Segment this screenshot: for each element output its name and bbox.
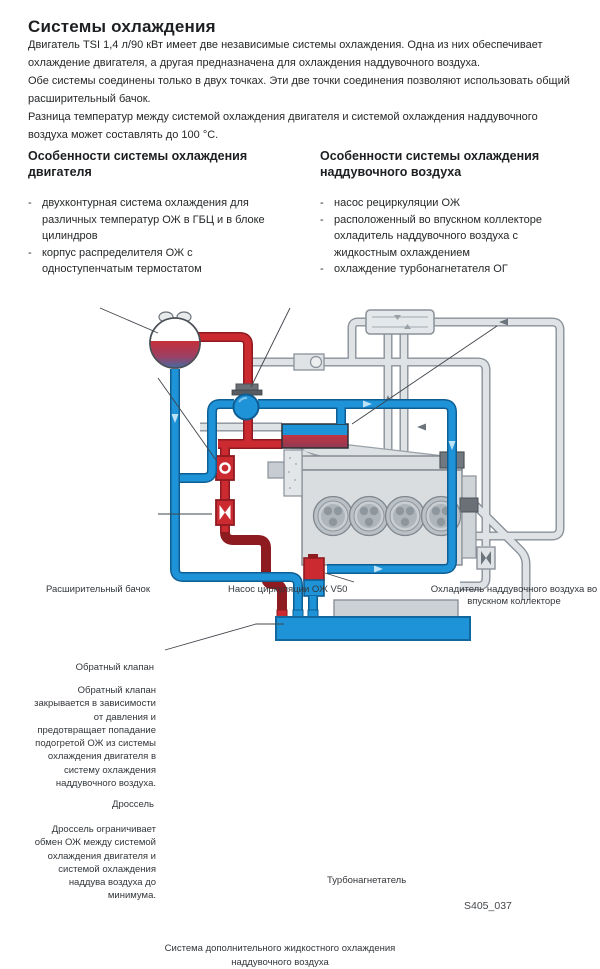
bullet-marker: - (320, 213, 324, 226)
bullet-marker: - (28, 197, 32, 209)
cooling-diagram-canvas (0, 290, 600, 680)
check-valve (216, 456, 234, 480)
turbocharger-label: Турбонагнетатель (327, 875, 407, 886)
throttle-note: Дроссель ограничивает обмен ОЖ между системой охлаждения двигателя и системой охлаждения наддува воздуха до минимума. (34, 824, 156, 902)
pump-label: Насос циркуляции ОЖ V50 (228, 584, 348, 595)
engine-cooling-features (28, 148, 284, 278)
bullet-text: двухконтурная система охлаждения для различных температур ОЖ в ГБЦ и в блоке цилиндров (42, 197, 265, 242)
bullet-marker: - (28, 246, 32, 259)
expansion-tank (149, 312, 201, 369)
section-heading-charge-air: Особенности системы охлаждения наддувочного воздуха (320, 149, 540, 179)
bullet-marker: - (320, 263, 324, 275)
list-item (28, 245, 284, 278)
expansion-tank-label: Расширительный бачок (46, 584, 150, 595)
bullet-marker: - (320, 197, 324, 209)
charge-air-cooling-features (320, 148, 584, 278)
check-valve-note: Обратный клапан закрывается в зависимости от давления и предотвращает попадание подогретой ОЖ из системы охлаждения двигателя в систему охлаждения наддувочного воздуха. (34, 685, 156, 790)
air-throttle-valve (477, 547, 495, 569)
list-item (320, 212, 584, 262)
feature-columns (28, 148, 584, 278)
section-heading-engine: Особенности системы охлаждения двигателя (28, 149, 248, 179)
air-line-component (294, 354, 324, 370)
bullet-text: насос рециркуляции ОЖ (334, 197, 460, 209)
check-valve-label: Обратный клапан (75, 662, 154, 673)
intro-paragraph: Двигатель TSI 1,4 л/90 кВт имеет две независимые системы охлаждения. Одна из них обеспечивает охлаждение двигателя, а другая предназначена для охлаждения наддувочного воздуха. (28, 39, 543, 69)
bullet-text: корпус распределителя ОЖ с одноступенчатым термостатом (42, 246, 202, 275)
bullet-text: расположенный во впускном коллекторе охладитель наддувочного воздуха с жидкостным охлаждением (334, 213, 543, 259)
figure-code: S405_037 (464, 900, 512, 912)
list-item (320, 195, 584, 212)
bullet-text: охлаждение турбонагнетателя ОГ (334, 263, 508, 275)
intro-paragraph: Обе системы соединены только в двух точках. Эти две точки соединения позволяют использовать общий расширительный бачок. (28, 75, 570, 105)
charge-air-cooler (282, 424, 348, 448)
cooling-systems-diagram (0, 290, 600, 968)
throttle-valve (216, 500, 234, 525)
intro-paragraph: Разница температур между системой охлаждения двигателя и системой охлаждения наддувочного воздуха может составлять до 100 °C. (28, 111, 538, 141)
throttle-label: Дроссель (112, 799, 154, 810)
charge-air-radiator (366, 310, 434, 334)
engine-block (268, 448, 478, 565)
page-title: Системы охлаждения (28, 17, 216, 37)
intro-text (28, 36, 580, 144)
charge-air-cooler-label: Охладитель наддувочного воздуха во впускном коллекторе (430, 584, 598, 607)
list-item (28, 195, 284, 245)
list-item (320, 261, 584, 278)
bottom-cooler-label: Система дополнительного жидкостного охлаждения наддувочного воздуха (164, 943, 396, 968)
coolant-pump-v50 (232, 384, 262, 420)
flow-arrow (417, 424, 426, 431)
